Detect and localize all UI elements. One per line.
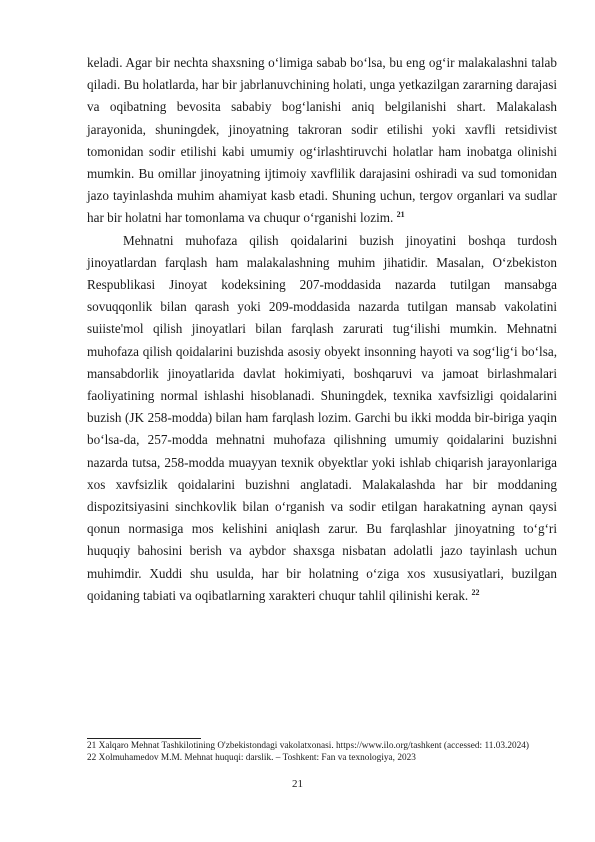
footnote-separator [87, 738, 201, 739]
footnote-reference[interactable]: 21 [396, 210, 405, 220]
page-number: 21 [292, 778, 303, 790]
footnote-reference[interactable]: 22 [471, 587, 480, 597]
body-text [87, 52, 557, 607]
paragraph-text: Mehnatni muhofaza qilish qoidalarini buzish jinoyatini boshqa turdosh jinoyatlardan farqlash ham malakalashning muhim jihatidir. Masalan, Oʻzbekiston Respublikasi Jinoyat kodeksining 207-moddasida nazarda tutilgan mansabga sovuqqonlik bilan qarash yoki 209-moddasida nazarda tutilgan mansab vakolatini suiiste'mol qilish jinoyatlari bilan farqlash zarurati tugʻilishi mumkin. Mehnatni muhofaza qilish qoidalarini buzishda asosiy obyekt insonning hayoti va sogʻligʻi boʻlsa, mansabdorlik jinoyatlarida davlat hokimiyati, boshqaruvi va jamoat birlashmalari faoliyatining normal ishlashi hisoblanadi. Shuningdek, texnika xavfsizligi qoidalarini buzish (JK 258-modda) bilan ham farqlash lozim. Garchi bu ikki modda bir-biriga yaqin boʻlsa-da, 257-modda mehnatni muhofaza qilishning umumiy qoidalarini buzishni nazarda tutsa, 258-modda muayyan texnik obyektlar yoki ishlab chiqarish jarayonlariga xos xavfsizlik qoidalarini buzishni anglatadi. Malakalashda har bir moddaning dispozitsiyasini sinchkovlik bilan oʻrganish va sodir etilgan harakatning aynan qaysi qonun normasiga mos kelishini aniqlash zarur. Bu farqlashlar jinoyatning toʻgʻri huquqiy bahosini berish va aybdor shaxsga nisbatan adolatli jazo tayinlash uchun muhimdir. Xuddi shu usulda, har bir holatning oʻziga xos xususiyatlari, buzilgan qoidaning tabiati va oqibatlarning xarakteri chuqur tahlil qilinishi kerak. [87, 232, 557, 603]
paragraph [87, 52, 557, 230]
paragraph [87, 230, 557, 607]
footnote: 21 Xalqaro Mehnat Tashkilotining O'zbekistondagi vakolatxonasi. https://www.ilo.org/tashkent (accessed: 11.03.2024) [87, 741, 530, 751]
footnotes [87, 741, 557, 764]
paragraph-text: keladi. Agar bir nechta shaxsning oʻlimiga sabab boʻlsa, bu eng ogʻir malakalashni talab qiladi. Bu holatlarda, har bir jabrlanuvchining holati, unga yetkazilgan zararning darajasi va oqibatning bevosita sababiy bogʻlanishi aniq belgilanishi shart. Malakalash jarayonida, shuningdek, jinoyatning takroran sodir etilishi yoki xavfli retsidivist tomonidan sodir etilishi kabi umumiy ogʻirlashtiruvchi holatlar ham inobatga olinishi mumkin. Bu omillar jinoyatning ijtimoiy xavflilik darajasini oshiradi va sud tomonidan jazo tayinlashda muhim ahamiyat kasb etadi. Shuning uchun, tergov organlari va sudlar har bir holatni har tomonlama va chuqur oʻrganishi lozim. [87, 55, 557, 226]
footnote: 22 Xolmuhamedov M.M. Mehnat huquqi: darslik. – Toshkent: Fan va texnologiya, 2023 [87, 752, 416, 763]
